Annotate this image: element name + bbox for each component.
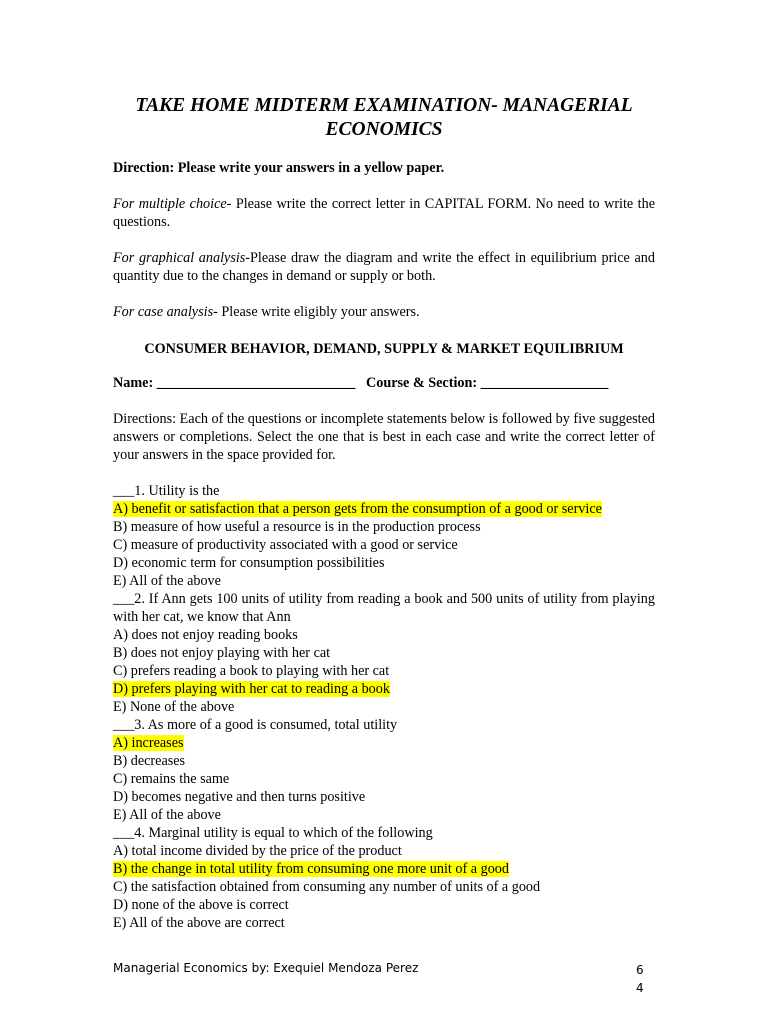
answer-option: B) measure of how useful a resource is in the production process: [113, 519, 481, 535]
answer-option: E) All of the above are correct: [113, 915, 285, 931]
answer-option: B) does not enjoy playing with her cat: [113, 645, 331, 661]
answer-option: C) prefers reading a book to playing with her cat: [113, 663, 390, 679]
mc-label: For multiple choice-: [113, 196, 232, 212]
case-label: For case analysis-: [113, 304, 218, 320]
directions-paragraph: Directions: Each of the questions or incomplete statements below is followed by five suggested answers or completions. Select the one that is best in each case and write the correct letter of your answers in the space provided for.: [113, 411, 655, 463]
question-3: [113, 716, 655, 824]
answer-option: D) economic term for consumption possibilities: [113, 555, 385, 571]
footer-author: Managerial Economics by: Exequiel Mendoza Perez: [113, 961, 419, 975]
graphical-text: Please draw the diagram and write the effect in equilibrium price and quantity due to the changes in demand or supply or both.: [113, 250, 655, 284]
case-instruction: [113, 303, 655, 321]
answer-option: D) becomes negative and then turns positive: [113, 789, 366, 805]
answer-option: E) All of the above: [113, 807, 221, 823]
question-1: [113, 482, 655, 590]
mc-text: Please write the correct letter in CAPITAL FORM. No need to write the questions.: [113, 196, 655, 230]
case-text: Please write eligibly your answers.: [217, 304, 420, 320]
answer-option: C) the satisfaction obtained from consuming any number of units of a good: [113, 879, 541, 895]
page-number: 64: [636, 963, 644, 995]
exam-title: TAKE HOME MIDTERM EXAMINATION- MANAGERIAL ECONOMICS: [135, 95, 633, 140]
questions-list: [113, 482, 655, 932]
question-stem: ___3. As more of a good is consumed, total utility: [113, 717, 398, 733]
question-stem: ___1. Utility is the: [113, 483, 220, 499]
answer-option: A) total income divided by the price of the product: [113, 843, 402, 859]
question-4: [113, 824, 655, 932]
answer-option: E) None of the above: [113, 699, 235, 715]
answer-option: C) remains the same: [113, 771, 230, 787]
answer-option: C) measure of productivity associated with a good or service: [113, 537, 458, 553]
direction-line: Direction: Please write your answers in a yellow paper.: [113, 160, 445, 176]
answer-option: A) does not enjoy reading books: [113, 627, 298, 643]
question-stem: ___2. If Ann gets 100 units of utility from reading a book and 500 units of utility from playing with her cat, we know that Ann: [113, 591, 655, 625]
section-heading: CONSUMER BEHAVIOR, DEMAND, SUPPLY & MARKET EQUILIBRIUM: [144, 341, 624, 357]
answer-option: D) none of the above is correct: [113, 897, 289, 913]
mc-instruction: [113, 195, 655, 231]
answer-option-highlighted: D) prefers playing with her cat to reading a book: [113, 681, 390, 697]
answer-option-highlighted: B) the change in total utility from consuming one more unit of a good: [113, 861, 509, 877]
question-2: [113, 590, 655, 716]
answer-option-highlighted: A) benefit or satisfaction that a person gets from the consumption of a good or service: [113, 501, 602, 517]
graphical-instruction: [113, 249, 655, 285]
name-course-line: Name: ____________________________ Course & Section: __________________: [113, 375, 609, 391]
answer-option: B) decreases: [113, 753, 186, 769]
graphical-label: For graphical analysis-: [113, 250, 251, 266]
answer-option: E) All of the above: [113, 573, 221, 589]
question-stem: ___4. Marginal utility is equal to which of the following: [113, 825, 433, 841]
answer-option-highlighted: A) increases: [113, 735, 184, 751]
